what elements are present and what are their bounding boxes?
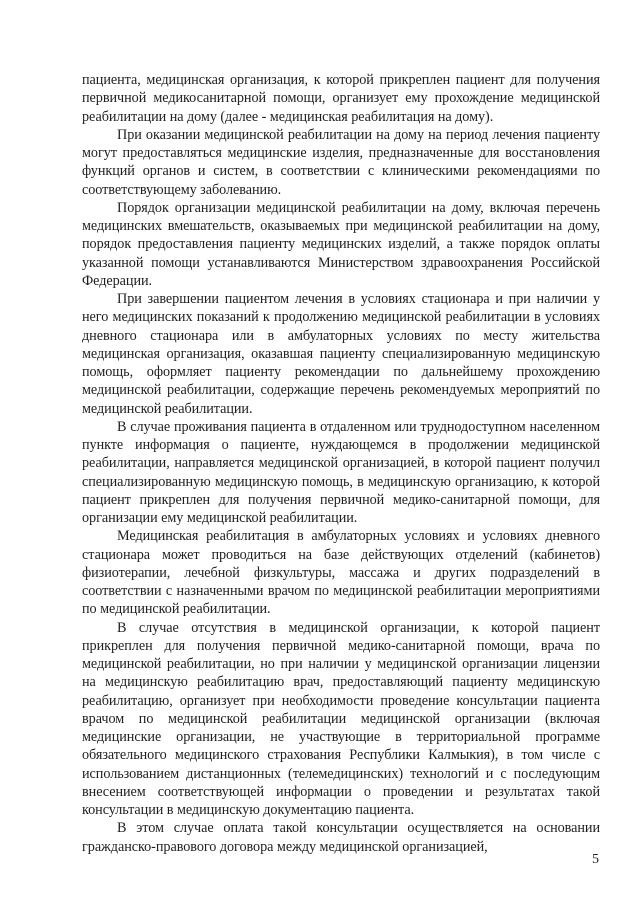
paragraph-remote-settlement: В случае проживания пациента в отдаленном или труднодоступном населенном пункте информация о пациенте, нуждающемся в продолжении медицинской реабилитации, направляется медицинской организацией, в которой пациент получил специализированную медицинскую помощь, в медицинскую организацию, к которой пациент прикреплен для получения первичной медико-санитарной помощи, для организации ему медицинской реабилитации. — [82, 418, 600, 526]
document-body — [82, 71, 600, 856]
paragraph-consultation-payment: В этом случае оплата такой консультации осуществляется на основании гражданско-правового договора между медицинской организацией, — [82, 820, 600, 855]
paragraph-continuation: пациента, медицинская организация, к которой прикреплен пациент для получения первичной медикосанитарной помощи, организует ему прохождение медицинской реабилитации на дому (далее - медицинская реабилитация на дому). — [82, 72, 600, 125]
paragraph-outpatient-rehab: Медицинская реабилитация в амбулаторных условиях и условиях дневного стационара может проводиться на базе действующих отделений (кабинетов) физиотерапии, лечебной физкультуры, массажа и других подразделений в соответствии с назначенными врачом по медицинской реабилитации мероприятиями по медицинской реабилитации. — [82, 528, 600, 618]
paragraph-medical-devices: При оказании медицинской реабилитации на дому на период лечения пациенту могут предоставляться медицинские изделия, предназначенные для восстановления функций органов и систем, в соответствии с клиническими рекомендациями по соответствующему заболеванию. — [82, 126, 600, 198]
page-number: 5 — [592, 852, 599, 867]
paragraph-no-rehab-physician: В случае отсутствия в медицинской организации, к которой пациент прикреплен для получения первичной медико-санитарной помощи, врача по медицинской реабилитации, но при наличии у медицинской организации лицензии на медицинскую реабилитацию врач, предоставляющий пациенту медицинскую реабилитацию, организует при необходимости проведение консультации пациента врачом по медицинской реабилитации медицинской организации (включая медицинские организации, не участвующие в территориальной программе обязательного медицинского страхования Республики Калмыкия), в том числе с использованием дистанционных (телемедицинских) технологий и с последующим внесением соответствующей информации о проведении и результатах такой консультации в медицинскую документацию пациента. — [82, 619, 600, 818]
paragraph-discharge-recommendations: При завершении пациентом лечения в условиях стационара и при наличии у него медицинских показаний к продолжению медицинской реабилитации в условиях дневного стационара или в амбулаторных условиях по месту жительства медицинская организация, оказавшая пациенту специализированную медицинскую помощь, оформляет пациенту рекомендации по дальнейшему прохождению медицинской реабилитации, содержащие перечень рекомендуемых мероприятий по медицинской реабилитации. — [82, 291, 600, 417]
paragraph-home-rehab-procedure: Порядок организации медицинской реабилитации на дому, включая перечень медицинских вмешательств, оказываемых при медицинской реабилитации на дому, порядок предоставления пациенту медицинских изделий, а также порядок оплаты указанной помощи устанавливаются Министерством здравоохранения Российской Федерации. — [82, 199, 600, 289]
